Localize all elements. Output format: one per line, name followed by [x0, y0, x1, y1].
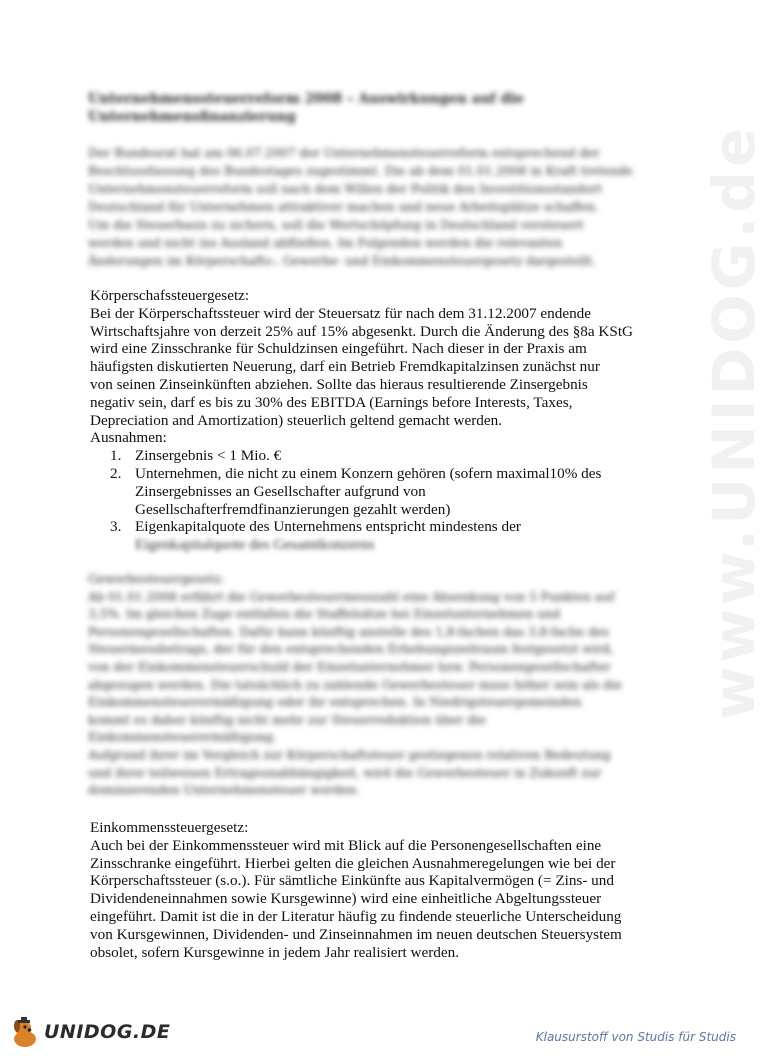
exception-number: 2.	[110, 464, 122, 482]
document-title	[88, 90, 648, 126]
dog-mascot-icon	[8, 1015, 42, 1049]
gewst-line: Einkommensteuerermäßigung.	[88, 730, 277, 745]
gewst-line: von der Einkommensteuerschuld der Einzelunternehmer bzw. Personengesellschafter	[88, 659, 611, 674]
est-line: Auch bei der Einkommenssteuer wird mit Blick auf die Personengesellschaften eine	[90, 836, 602, 854]
intro-line: Beschlussfassung des Bundestages zugestimmt. Die ab dem 01.01.2008 in Kraft tretende	[88, 164, 633, 178]
exception-text: Unternehmen, die nicht zu einem Konzern gehören (sofern maximal10% des	[135, 464, 602, 482]
intro-line: Deutschland für Unternehmen attraktiver machen und neue Arbeitsplätze schaffen.	[88, 200, 599, 214]
est-heading: Einkommenssteuergesetz:	[90, 819, 249, 836]
gewst-line: Einkommensteuerermäßigung oder ihr entsprechen. In Niedrigsteuergemeinden	[88, 695, 582, 710]
gewst-line: Personengesellschaften. Dafür kann künftig anstelle des 1,8-fachen das 3,8-fache des	[88, 624, 610, 639]
exception-number: 3.	[110, 518, 122, 536]
kst-line: negativ sein, darf es bis zu 30% des EBITDA (Earnings before Interests, Taxes,	[90, 393, 573, 411]
gewst-section	[88, 571, 678, 800]
est-line: Dividendeneinnahmen sowie Kursgewinne) wird eine einheitliche Abgeltungssteuer	[90, 890, 602, 908]
logo-text: UNIDOG.DE	[44, 1021, 171, 1043]
gewst-line: dominierenden Unternehmensteuer werden.	[88, 783, 360, 798]
title-line: Unternehmensfinanzierung	[88, 109, 296, 125]
watermark: www.UNIDOG.de	[700, 123, 768, 720]
gewst-line: Gewerbesteuergesetz:	[88, 572, 225, 586]
intro-line: Der Bundesrat hat am 06.07.2007 der Unternehmensteuerreform entsprechend der	[88, 146, 600, 160]
exception-item	[90, 447, 690, 465]
exceptions-list	[90, 447, 690, 554]
exception-item	[90, 465, 690, 518]
gewst-line: Steuermessbetrags, der für den entsprechenden Erhebungszeitraum festgesetzt wird,	[88, 642, 614, 657]
kst-line: von seinen Zinseinkünften abziehen. Sollte das hieraus resultierende Zinsergebnis	[90, 375, 588, 393]
exception-text: Zinsergebnisses an Gesellschafter aufgrund von	[135, 482, 426, 500]
exception-text: Zinsergebnis < 1 Mio. €	[135, 447, 282, 465]
unidog-logo[interactable]	[8, 1012, 170, 1052]
est-section	[90, 819, 690, 961]
kst-line: Bei der Körperschaftssteuer wird der Steuersatz für nach dem 31.12.2007 endende	[90, 304, 592, 322]
gewst-line: 3,5%. Im gleichen Zuge entfallen die Staffelsätze bei Einzelunternehmen und	[88, 607, 561, 622]
exception-text: Gesellschafterfremdfinanzierungen gezahlt werden)	[135, 500, 451, 518]
est-line: Zinsschranke eingeführt. Hierbei gelten die gleichen Ausnahmeregelungen wie bei der	[90, 854, 616, 872]
exception-text-blurred: Eigenkapitalquote des Gesamtkonzerns	[135, 536, 375, 554]
exception-number: 1.	[110, 447, 122, 465]
est-line: von Kursgewinnen, Dividenden- und Zinseinnahmen im neuen deutschen Steuersystem	[90, 925, 622, 943]
intro-paragraph	[88, 144, 668, 270]
exceptions-label: Ausnahmen:	[90, 429, 167, 447]
kst-line: Wirtschaftsjahre von derzeit 25% auf 15% abgesenkt. Durch die Änderung des §8a KStG	[90, 322, 634, 340]
gewst-line: Ab 01.01.2008 erfährt die Gewerbesteuermesszahl eine Absenkung von 5 Punkten auf	[88, 589, 615, 604]
kst-section	[90, 287, 690, 554]
est-line: eingeführt. Damit ist die in der Literatur häufig zu findende steuerliche Unterscheidung	[90, 907, 622, 925]
est-line: Körperschaftssteuer (s.o.). Für sämtliche Einkünfte aus Kapitalvermögen (= Zins- und	[90, 872, 614, 890]
kst-line: Depreciation and Amortization) steuerlich geltend gemacht werden.	[90, 411, 503, 429]
intro-line: Änderungen im Körperschafts-, Gewerbe- und Einkommensteuergesetz dargestellt.	[88, 254, 596, 268]
exception-text: Eigenkapitalquote des Unternehmens entspricht mindestens der	[135, 518, 521, 536]
intro-line: Um die Steuerbasis zu sichern, soll die Wertschöpfung in Deutschland versteuert	[88, 218, 584, 232]
est-line: obsolet, sofern Kursgewinne in jedem Jahr realisiert werden.	[90, 943, 460, 961]
gewst-line: und ihrer teilweisen Ertragsunabhängigkeit, wird die Gewerbesteuer in Zukunft zur	[88, 765, 602, 780]
kst-line: wird eine Zinsschranke für Schuldzinsen eingeführt. Nach dieser in der Praxis am	[90, 340, 587, 358]
kst-heading: Körperschafssteuergesetz:	[90, 287, 250, 304]
gewst-line: abgezogen werden. Die tatsächlich zu zahlende Gewerbesteuer muss höher sein als die	[88, 677, 622, 692]
exception-item	[90, 518, 690, 554]
title-line: Unternehmenssteuerreform 2008 – Auswirkungen auf die	[88, 91, 524, 107]
intro-line: Unternehmensteuerreform soll nach dem Willen der Politik den Investitionsstandort	[88, 182, 602, 196]
footer-tagline: Klausurstoff von Studis für Studis	[535, 1030, 736, 1044]
intro-line: werden und nicht ins Ausland abfließen. Im Folgenden werden die relevanten	[88, 236, 563, 250]
gewst-line: Aufgrund ihrer im Vergleich zur Körperschaftsteuer gestiegenen relativen Bedeutung	[88, 747, 611, 762]
kst-line: häufigsten diskutierten Neuerung, darf ein Betrieb Fremdkapitalzinsen zunächst nur	[90, 358, 600, 376]
gewst-line: kommt es daher künftig nicht mehr zur Steuerreduktion über die	[88, 712, 486, 727]
